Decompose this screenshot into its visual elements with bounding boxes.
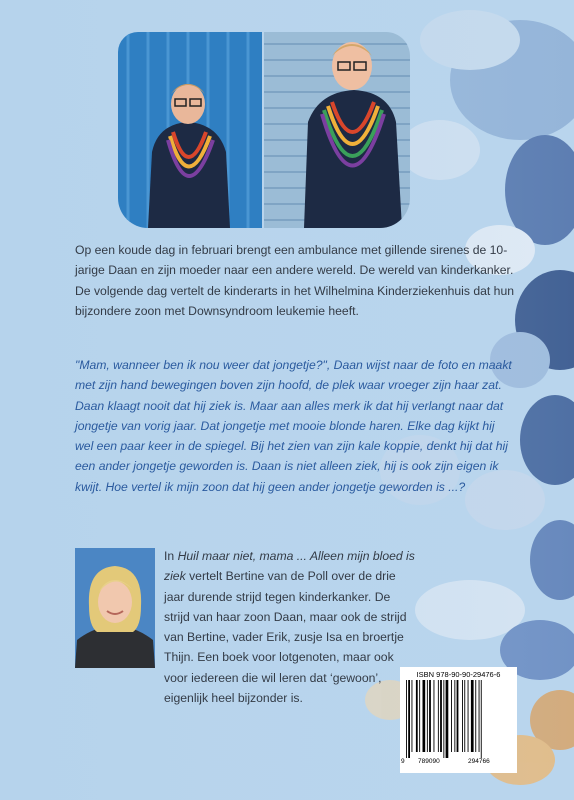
barcode-bar	[406, 680, 407, 758]
barcode-digit-group-2: 294766	[468, 758, 490, 765]
barcode-bar	[438, 680, 439, 752]
barcode-bar	[454, 680, 455, 752]
photo-collage	[118, 32, 410, 228]
barcode-bar	[481, 680, 482, 758]
barcode-bar	[408, 680, 410, 758]
barcode-bar	[423, 680, 426, 752]
isbn-barcode	[400, 667, 517, 773]
barcode-bar	[464, 680, 465, 752]
barcode-bar	[446, 680, 449, 758]
summary-paragraph	[164, 546, 416, 708]
author-photo	[75, 548, 155, 668]
barcode-bar	[419, 680, 420, 752]
barcode-bar	[427, 680, 428, 752]
barcode-bar	[429, 680, 431, 752]
barcode-bar	[451, 680, 452, 752]
summary-rest: vertelt Bertine van de Poll over de drie jaar durende strijd tegen kinderkanker. De strijd van haar zoon Daan, maar ook de strijd van Bertine, vader Erik, zusje Isa en broertje Thijn. Een boek voor lotgenoten, maar ook voor iedereen die wil leren dat ‘gewoon’, eigenlijk heel bijzonder is.	[164, 569, 407, 706]
barcode-digit-first: 9	[401, 758, 405, 765]
boy-photo-right	[264, 32, 410, 228]
barcode-bar	[412, 680, 413, 752]
book-title: Huil maar niet, mama ... Alleen mijn bloed is ziek	[164, 549, 415, 584]
summary-intro: In	[164, 549, 178, 563]
barcode-bar	[443, 680, 444, 758]
barcode-bar	[462, 680, 463, 752]
barcode-bar	[416, 680, 418, 752]
boy-photo-left	[118, 32, 262, 228]
barcode-bar	[468, 680, 469, 752]
barcode-bar	[434, 680, 435, 752]
quote-paragraph: "Mam, wanneer ben ik nou weer dat jongetje?", Daan wijst naar de foto en maakt met zijn hand bewegingen boven zijn hoofd, de plek waar vroeger zijn haar zat. Daan klaagt nooit dat hij ziek is. Maar aan alles merk ik dat hij verlangt naar dat jongetje van vorig jaar. Dat jongetje met mooie blonde haren. Elke dag kijkt hij wel een paar keer in de spiegel. Bij het zien van zijn kale koppie, denkt hij dat hij een ander jongetje geworden is. Daan is niet alleen ziek, hij is ook zijn eigen ik kwijt. Hoe vertel ik mijn zoon dat hij geen ander jongetje geworden is ...?	[75, 358, 512, 494]
intro-paragraph: Op een koude dag in februari brengt een ambulance met gillende sirenes de 10-jarige Daan en zijn moeder naar een andere wereld. De wereld van kinderkanker. De volgende dag vertelt de kinderarts in het Wilhelmina Kinderziekenhuis dat hun bijzondere zoon met Downsyndroom leukemie heeft.	[75, 243, 515, 318]
barcode-bar	[475, 680, 476, 752]
isbn-number: ISBN 978-90-90-29476-6	[416, 670, 501, 679]
barcode-bar	[479, 680, 480, 752]
barcode-bar	[471, 680, 474, 752]
barcode-digit-group-1: 789090	[418, 758, 440, 765]
barcode-bar	[457, 680, 459, 752]
barcode-bar	[440, 680, 442, 752]
barcode-bars	[404, 680, 513, 758]
